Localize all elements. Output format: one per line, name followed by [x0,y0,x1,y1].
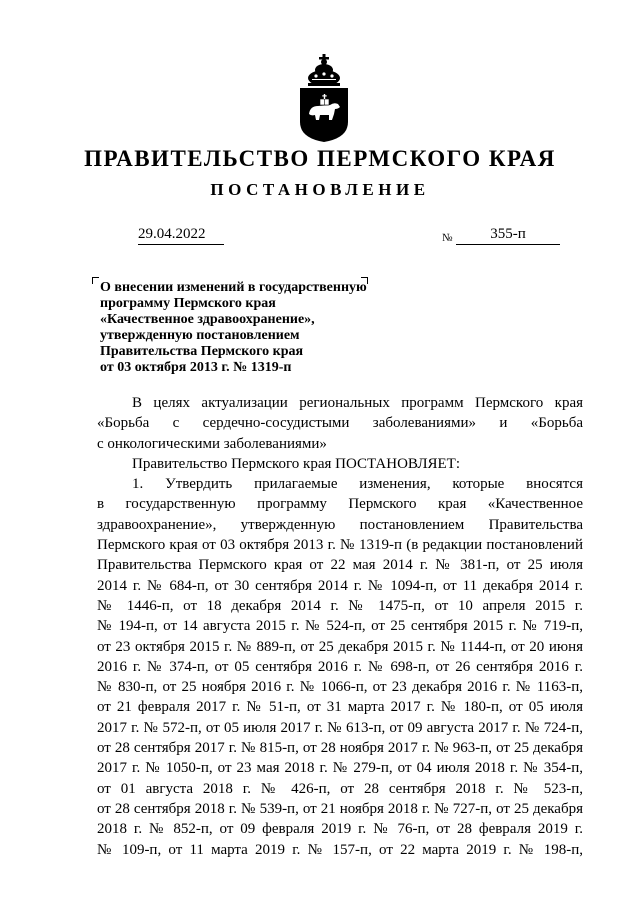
document-type: ПОСТАНОВЛЕНИЕ [210,180,430,199]
document-subject [100,280,420,376]
text-line: № 1446-п, от 18 декабря 2014 г. № 1475-п, от 10 апреля 2015 г. [97,597,583,614]
subject-bracket-left [92,277,99,284]
document-date: 29.04.2022 [138,226,224,245]
text-line: № 109-п, от 11 марта 2019 г. № 157-п, от 22 марта 2019 г. № 198-п, [97,841,583,858]
text-line: 2014 г. № 684-п, от 30 сентября 2014 г. № 1094-п, от 11 декабря 2014 г. [97,577,583,594]
text-line: Правительство Пермского края ПОСТАНОВЛЯЕТ: [132,455,461,472]
text-line: 2018 г. № 852-п, от 09 февраля 2019 г. № 76-п, от 28 февраля 2019 г. [97,821,583,838]
subject-line: от 03 октября 2013 г. № 1319-п [100,360,292,375]
text-line: в государственную программу Пермского края «Качественное [97,496,583,513]
subject-line: «Качественное здравоохранение», [100,312,315,327]
text-line: «Борьба с сердечно-сосудистыми заболеваниями» и «Борьба [97,415,583,432]
text-line: здравоохранение», утвержденную постановлением Правительства [97,516,583,533]
item-1-paragraph [97,474,583,860]
number-sign: № [442,232,453,244]
text-line: 1. Утвердить прилагаемые изменения, которые вносятся [132,476,583,493]
subject-line: утвержденную постановлением [100,328,300,343]
subject-line: программу Пермского края [100,296,276,311]
document-body [97,393,583,860]
text-line: от 28 сентября 2017 г. № 815-п, от 28 ноября 2017 г. № 963-п, от 25 декабря [97,740,583,757]
text-line: 2016 г. № 374-п, от 05 сентября 2016 г. № 698-п, от 26 сентября 2016 г. [97,658,583,675]
text-line: Правительства Пермского края от 22 мая 2014 г. № 381-п, от 25 июля [97,557,583,574]
text-line: № 830-п, от 25 ноября 2016 г. № 1066-п, от 23 декабря 2016 г. № 1163-п, [97,679,583,696]
coat-of-arms-icon [296,52,352,144]
text-line: от 28 сентября 2018 г. № 539-п, от 21 ноября 2018 г. № 727-п, от 25 декабря [97,800,583,817]
text-line: В целях актуализации региональных программ Пермского края [132,395,583,411]
preamble-paragraph [97,393,583,454]
text-line: Пермского края от 03 октября 2013 г. № 1319-п (в редакции постановлений [97,537,583,554]
resolve-paragraph [97,454,583,474]
text-line: № 194-п, от 14 августа 2015 г. № 524-п, от 25 сентября 2015 г. № 719-п, [97,618,583,635]
text-line: с онкологическими заболеваниями» [97,435,327,452]
text-line: 2017 г. № 572-п, от 05 июля 2017 г. № 613-п, от 09 августа 2017 г. № 724-п, [97,719,583,736]
document-number: 355-п [456,226,560,245]
government-title: ПРАВИТЕЛЬСТВО ПЕРМСКОГО КРАЯ [84,146,556,171]
subject-line: О внесении изменений в государственную [100,280,367,295]
text-line: 2017 г. № 1050-п, от 23 мая 2018 г. № 279-п, от 04 июля 2018 г. № 354-п, [97,760,583,777]
subject-line: Правительства Пермского края [100,344,304,359]
text-line: от 23 октября 2015 г. № 889-п, от 25 декабря 2015 г. № 1144-п, от 20 июня [97,638,583,655]
text-line: от 01 августа 2018 г. № 426-п, от 28 сентября 2018 г. № 523-п, [97,780,583,797]
text-line: от 21 февраля 2017 г. № 51-п, от 31 марта 2017 г. № 180-п, от 05 июля [97,699,583,716]
